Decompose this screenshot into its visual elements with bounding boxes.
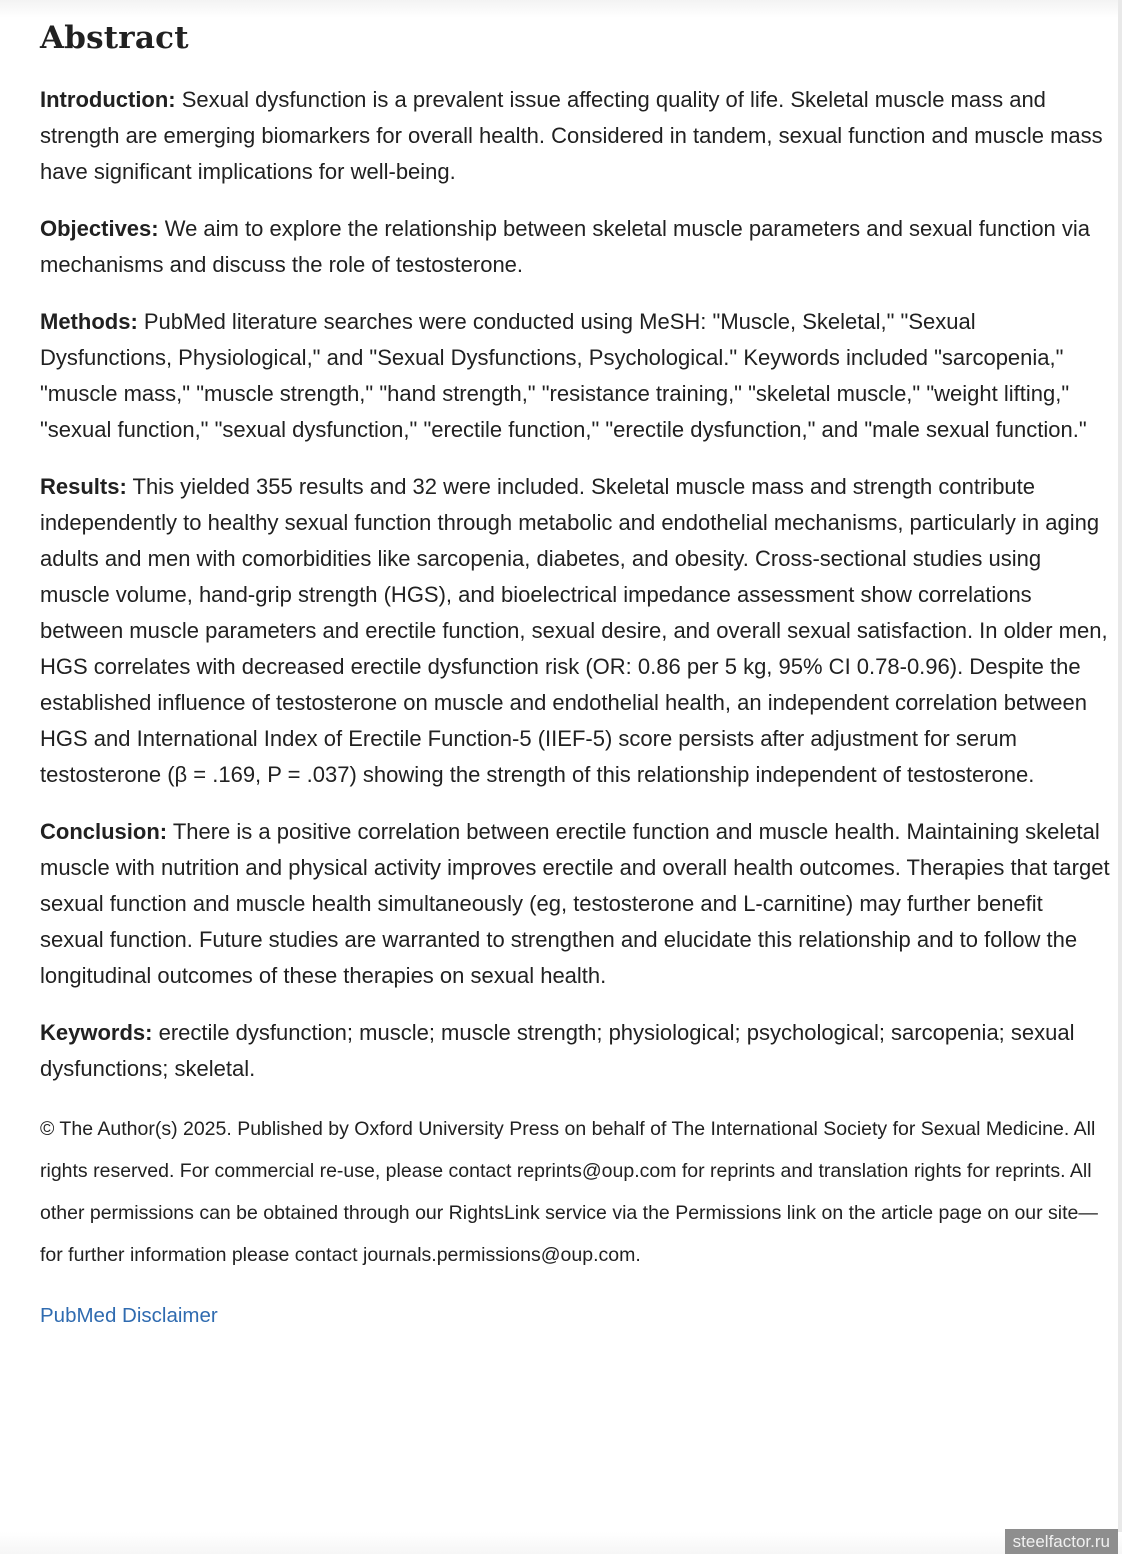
section-label: Introduction: [40,87,176,112]
section-text: There is a positive correlation between erectile function and muscle health. Maintaining skeletal muscle with nutrition and physical activity improves erectile and overall health outcomes. Therapies that target sexual function and muscle health simultaneously (eg, testosterone and L-carnitine) may further benefit sexual function. Future studies are warranted to strengthen and elucidate this relationship and to follow the longitudinal outcomes of these therapies on sexual health. [40,819,1110,988]
section-label: Results: [40,474,127,499]
bottom-shadow [0,1532,1122,1554]
section-label: Conclusion: [40,819,168,844]
abstract-keywords [40,1015,1110,1087]
scrollbar[interactable] [1118,0,1122,1554]
section-label: Methods: [40,309,138,334]
section-text: We aim to explore the relationship between skeletal muscle parameters and sexual function via mechanisms and discuss the role of testosterone. [40,216,1091,277]
pubmed-disclaimer-link[interactable]: PubMed Disclaimer [40,1304,218,1327]
abstract-methods [40,304,1110,448]
copyright-notice: © The Author(s) 2025. Published by Oxford University Press on behalf of The International Society for Sexual Medicine. All rights reserved. For commercial re-use, please contact reprints@oup.com for reprints and translation rights for reprints. All other permissions can be obtained through our RightsLink service via the Permissions link on the article page on our site—for further information please contact journals.permissions@oup.com. [40,1118,1098,1266]
abstract-introduction [40,82,1110,190]
section-label: Keywords: [40,1020,153,1045]
section-text: erectile dysfunction; muscle; muscle strength; physiological; psychological; sarcopenia; sexual dysfunctions; skeletal. [40,1020,1075,1081]
abstract-heading: Abstract [40,20,189,56]
section-text: PubMed literature searches were conducted using MeSH: "Muscle, Skeletal," "Sexual Dysfunctions, Physiological," and "Sexual Dysfunctions, Psychological." Keywords included "sarcopenia," "muscle mass," "muscle strength," "hand strength," "resistance training," "skeletal muscle," "weight lifting," "sexual function," "sexual dysfunction," "erectile function," "erectile dysfunction," and "male sexual function." [40,309,1087,442]
abstract-container [40,16,1110,1328]
abstract-conclusion [40,814,1110,994]
section-label: Objectives: [40,216,159,241]
abstract-objectives [40,211,1110,283]
section-text: Sexual dysfunction is a prevalent issue affecting quality of life. Skeletal muscle mass and strength are emerging biomarkers for overall health. Considered in tandem, sexual function and muscle mass have significant implications for well-being. [40,87,1103,184]
section-text: This yielded 355 results and 32 were included. Skeletal muscle mass and strength contribute independently to healthy sexual function through metabolic and endothelial mechanisms, particularly in aging adults and men with comorbidities like sarcopenia, diabetes, and obesity. Cross-sectional studies using muscle volume, hand-grip strength (HGS), and bioelectrical impedance assessment show correlations between muscle parameters and erectile function, sexual desire, and overall sexual satisfaction. In older men, HGS correlates with decreased erectile dysfunction risk (OR: 0.86 per 5 kg, 95% CI 0.78-0.96). Despite the established influence of testosterone on muscle and endothelial health, an independent correlation between HGS and International Index of Erectile Function-5 (IIEF-5) score persists after adjustment for serum testosterone (β = .169, P = .037) showing the strength of this relationship independent of testosterone. [40,474,1108,787]
abstract-results [40,469,1110,793]
watermark-badge: steelfactor.ru [1005,1529,1118,1554]
